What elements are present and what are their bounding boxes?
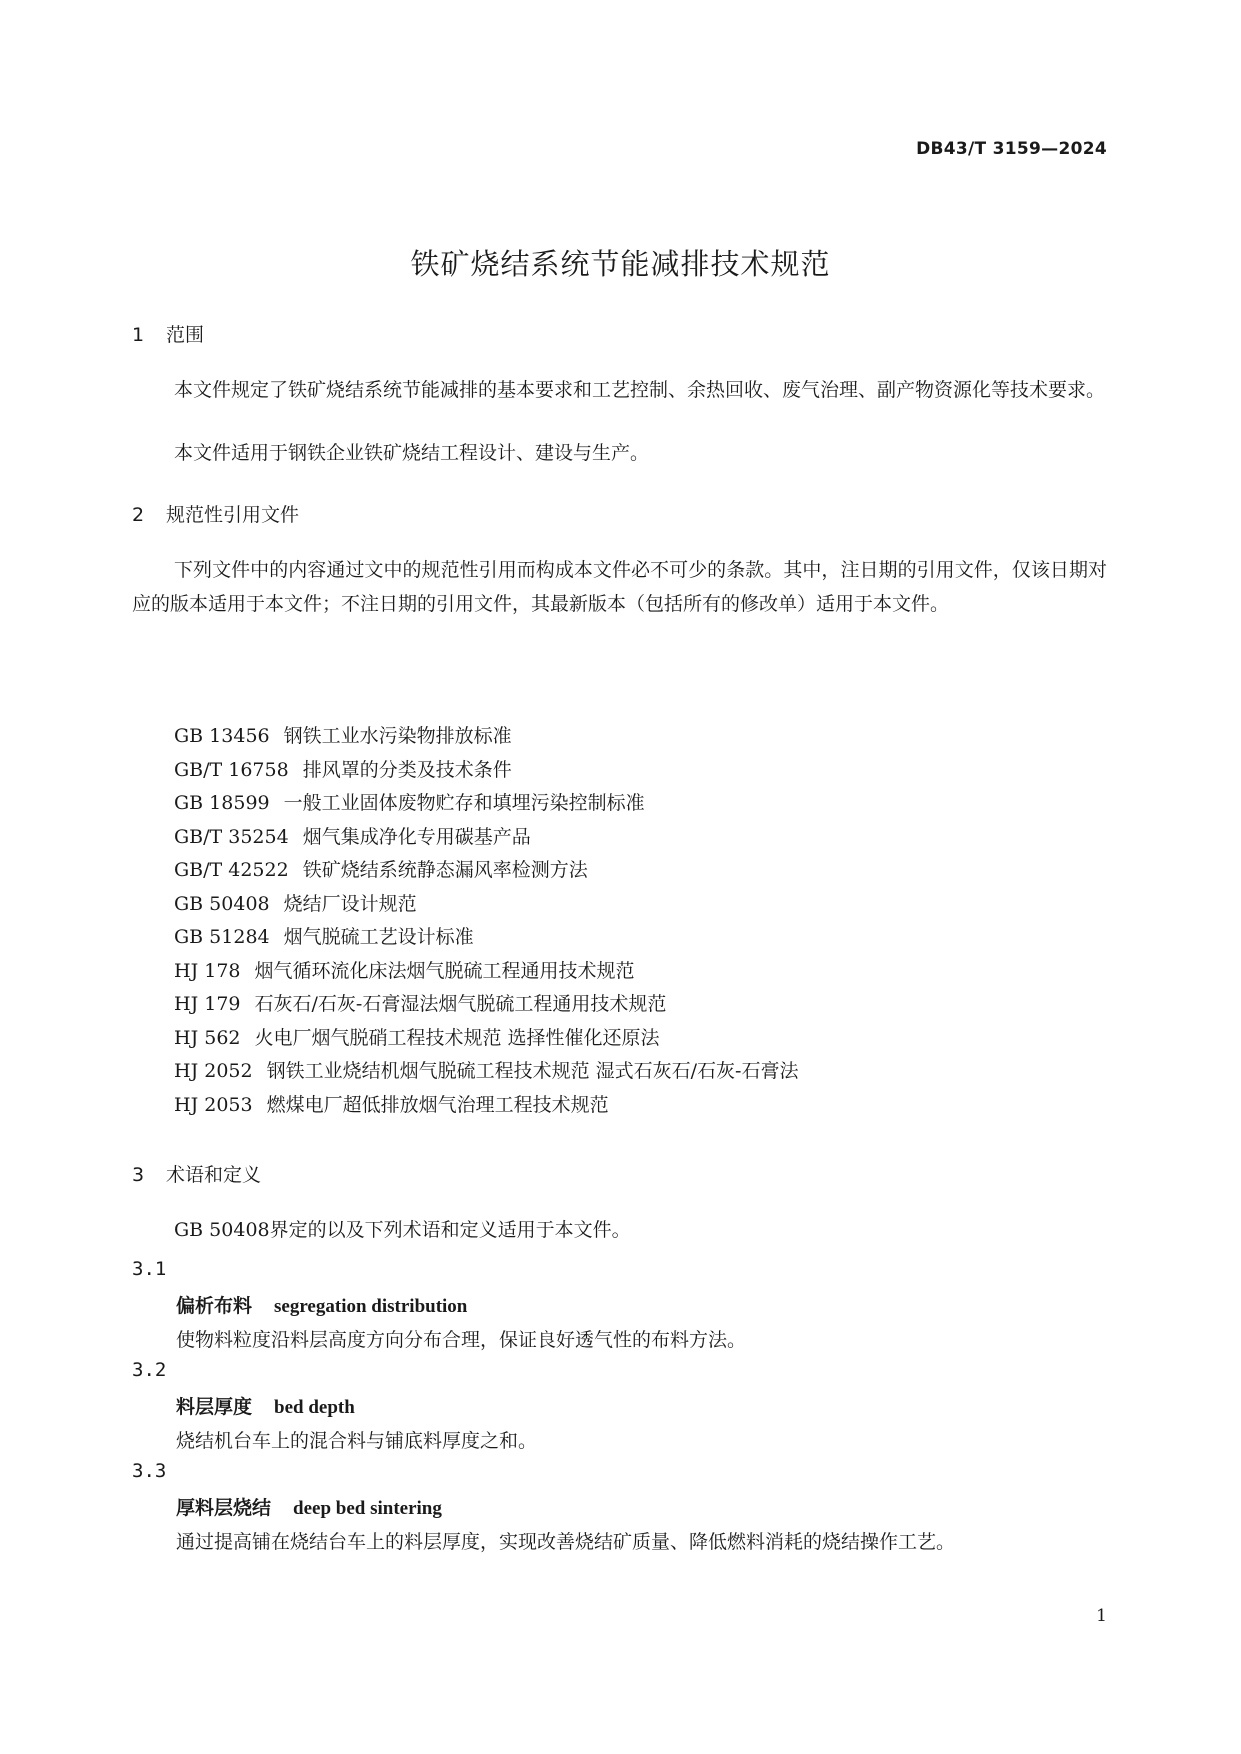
reference-code: GB 51284 [174, 926, 270, 948]
reference-code: HJ 179 [174, 993, 241, 1015]
reference-title: 烟气循环流化床法烟气脱硫工程通用技术规范 [254, 959, 635, 982]
reference-title: 石灰石/石灰-石膏湿法烟气脱硫工程通用技术规范 [254, 993, 667, 1015]
term-heading [176, 1392, 355, 1419]
reference-title: 钢铁工业烧结机烟气脱硫工程技术规范 湿式石灰石/石灰-石膏法 [266, 1060, 799, 1082]
reference-code: HJ 178 [174, 959, 241, 982]
reference-title: 烟气脱硫工艺设计标准 [283, 926, 474, 948]
reference-title: 铁矿烧结系统静态漏风率检测方法 [302, 859, 588, 881]
reference-item [174, 1022, 1074, 1056]
term-definition: 使物料粒度沿料层高度方向分布合理，保证良好透气性的布料方法。 [176, 1329, 747, 1351]
section-title: 范围 [166, 324, 205, 346]
reference-list [174, 720, 1074, 1122]
reference-code: GB/T 16758 [174, 758, 289, 781]
reference-code: GB 50408 [174, 892, 270, 915]
section-number: 2 [132, 504, 145, 526]
reference-code: GB/T 42522 [174, 859, 289, 881]
normative-references-intro: 下列文件中的内容通过文中的规范性引用而构成本文件必不可少的条款。其中，注日期的引用文件，仅该日期对应的版本适用于本文件；不注日期的引用文件，其最新版本（包括所有的修改单）适用于本文件。 [132, 559, 1107, 615]
reference-item [174, 955, 1074, 989]
reference-code: GB 18599 [174, 792, 270, 814]
section-title: 规范性引用文件 [166, 504, 300, 526]
section-heading-normative-references [132, 500, 299, 527]
reference-code: HJ 2053 [174, 1093, 253, 1116]
term-en: bed depth [274, 1397, 355, 1418]
term-number: 3.2 [132, 1359, 167, 1381]
section-heading-scope [132, 320, 204, 347]
scope-paragraph-1: 本文件规定了铁矿烧结系统节能减排的基本要求和工艺控制、余热回收、废气治理、副产物资源化等技术要求。 [174, 379, 1106, 401]
reference-code: GB 13456 [174, 725, 270, 747]
reference-title: 火电厂烟气脱硝工程技术规范 选择性催化还原法 [254, 1026, 660, 1049]
term-number: 3.3 [132, 1460, 167, 1482]
reference-item [174, 821, 1074, 855]
term-en: segregation distribution [274, 1296, 468, 1317]
reference-item [174, 787, 1074, 821]
term-heading [176, 1493, 442, 1520]
term-definition: 通过提高铺在烧结台车上的料层厚度，实现改善烧结矿质量、降低燃料消耗的烧结操作工艺。 [176, 1531, 956, 1553]
term-en: deep bed sintering [293, 1498, 442, 1519]
reference-item [174, 888, 1074, 922]
reference-item [174, 754, 1074, 788]
term-zh: 偏析布料 [176, 1295, 253, 1317]
reference-title: 烟气集成净化专用碳基产品 [302, 825, 531, 848]
reference-code: HJ 2052 [174, 1060, 253, 1082]
term-definition: 烧结机台车上的混合料与铺底料厚度之和。 [176, 1430, 538, 1452]
scope-paragraph-2: 本文件适用于钢铁企业铁矿烧结工程设计、建设与生产。 [174, 442, 650, 464]
section-number: 3 [132, 1164, 145, 1186]
reference-title: 钢铁工业水污染物排放标准 [283, 725, 512, 747]
reference-item [174, 720, 1074, 754]
section-title: 术语和定义 [166, 1164, 262, 1186]
reference-item [174, 854, 1074, 888]
section-number: 1 [132, 324, 145, 346]
section-heading-terms [132, 1160, 261, 1187]
reference-title: 排风罩的分类及技术条件 [302, 758, 512, 781]
terms-intro: GB 50408界定的以及下列术语和定义适用于本文件。 [174, 1219, 631, 1241]
page-number: 1 [1096, 1606, 1107, 1626]
reference-title: 一般工业固体废物贮存和填埋污染控制标准 [283, 792, 645, 814]
reference-item [174, 921, 1074, 955]
reference-code: GB/T 35254 [174, 825, 289, 848]
term-number: 3.1 [132, 1258, 167, 1280]
document-title: 铁矿烧结系统节能减排技术规范 [410, 247, 831, 281]
term-zh: 料层厚度 [176, 1396, 253, 1418]
standard-number: DB43/T 3159—2024 [916, 139, 1107, 159]
reference-title: 烧结厂设计规范 [283, 892, 417, 915]
term-heading [176, 1291, 467, 1318]
reference-item [174, 988, 1074, 1022]
reference-title: 燃煤电厂超低排放烟气治理工程技术规范 [266, 1093, 609, 1116]
reference-item [174, 1089, 1074, 1123]
reference-item [174, 1055, 1074, 1089]
term-zh: 厚料层烧结 [176, 1497, 272, 1519]
reference-code: HJ 562 [174, 1026, 241, 1049]
